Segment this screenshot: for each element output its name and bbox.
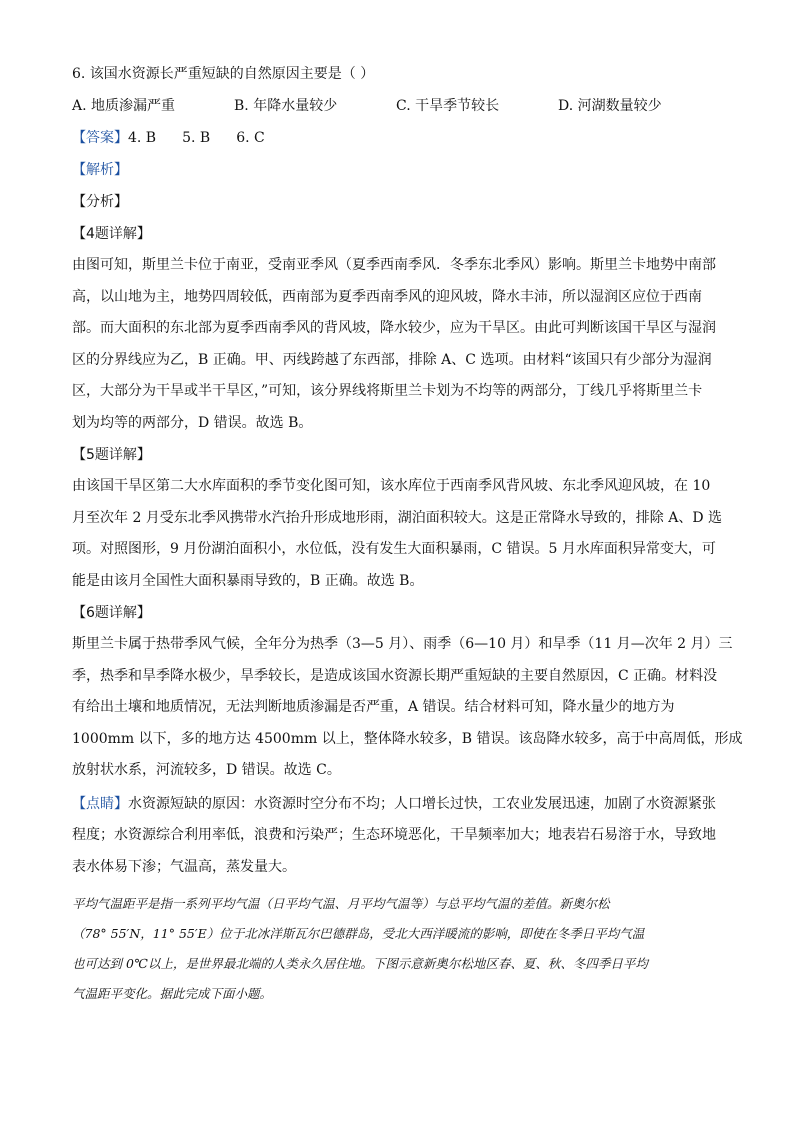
- q6-line: 1000mm 以下，多的地方达 4500mm 以上，整体降水较多，B 错误。该岛降水较多，高于中高周低，形成: [72, 730, 743, 747]
- option-a: A. 地质渗漏严重: [72, 98, 176, 114]
- answer-6: 6. C: [236, 130, 265, 146]
- jiexi-heading: 【解析】: [72, 162, 128, 178]
- q4-heading: 【4题详解】: [72, 226, 151, 242]
- answer-5: 5. B: [182, 130, 211, 146]
- q4-line: 划为均等的两部分，D 错误。故选 B。: [72, 414, 313, 431]
- intro-line: （78° 55′N，11° 55′E）位于北冰洋斯瓦尔巴德群岛，受北大西洋暖流的影响，即使在冬季日平均气温: [72, 926, 645, 941]
- dianjing-tag: 【点睛】: [72, 795, 128, 812]
- answer-row: [72, 128, 722, 148]
- q4-line: 由图可知，斯里兰卡位于南亚，受南亚季风（夏季西南季风．冬季东北季风）影响。斯里兰卡地势中南部: [72, 257, 716, 273]
- q6-line: 有给出土壤和地质情况，无法判断地质渗漏是否严重，A 错误。结合材料可知，降水量少的地方为: [72, 699, 675, 715]
- intro-line: 气温距平变化。据此完成下面小题。: [72, 986, 273, 1001]
- dianjing-section: [72, 789, 722, 884]
- option-b: B. 年降水量较少: [234, 98, 338, 114]
- answer-tag: 【答案】: [72, 130, 128, 146]
- q5-line: 由该国干旱区第二大水库面积的季节变化图可知，该水库位于西南季风背风坡、东北季风迎风坡，在 10: [72, 478, 711, 494]
- fenxi-heading: 【分析】: [72, 194, 128, 210]
- q5-explanation: [72, 471, 722, 597]
- dianjing-line: 程度；水资源综合利用率低，浪费和污染严；生态环境恶化，干旱频率加大；地表岩石易溶于水，导致地: [72, 827, 716, 843]
- q6-line: 放射状水系，河流较多，D 错误。故选 C。: [72, 762, 341, 778]
- q5-heading: 【5题详解】: [72, 447, 151, 463]
- q4-line: 部。而大面积的东北部为夏季西南季风的背风坡，降水较少，应为干旱区。由此可判断该国干旱区与湿润: [72, 320, 716, 336]
- q4-line: 区，大部分为干旱或半干旱区，”可知，该分界线将斯里兰卡划为不均等的两部分，丁线几乎将斯里兰卡: [72, 383, 703, 399]
- intro-line: 也可达到 0℃以上，是世界最北端的人类永久居住地。下图示意新奥尔松地区春、夏、秋、冬四季日平均: [72, 956, 648, 971]
- dianjing-line: [72, 789, 722, 821]
- dianjing-line: 表水体易下渗；气温高，蒸发量大。: [72, 858, 296, 875]
- q4-explanation: [72, 250, 722, 439]
- answer-4: 4. B: [128, 130, 157, 146]
- q6-line: 季，热季和旱季降水极少，旱季较长，是造成该国水资源长期严重短缺的主要自然原因，C 正确。材料没: [72, 667, 718, 684]
- q4-line: 区的分界线应为乙，B 正确。甲、丙线跨越了东西部，排除 A、C 选项。由材料“该国只有少部分为湿润: [72, 351, 712, 368]
- intro-line: 平均气温距平是指一系列平均气温（日平均气温、月平均气温等）与总平均气温的差值。新奥尔松: [72, 896, 610, 911]
- next-material-intro: [72, 889, 722, 1009]
- q6-explanation: [72, 629, 743, 787]
- q5-line: 项。对照图形，9 月份湖泊面积小，水位低，没有发生大面积暴雨，C 错误。5 月水库面积异常变大，可: [72, 541, 716, 557]
- content-area: [72, 64, 743, 1009]
- q6-line: 斯里兰卡属于热带季风气候，全年分为热季（3—5 月）、雨季（6—10 月）和旱季（11 月—次年 2 月）三: [72, 636, 733, 652]
- q5-line: 月至次年 2 月受东北季风携带水汽抬升形成地形雨，湖泊面积较大。这是正常降水导致的，排除 A、D 选: [72, 509, 723, 526]
- q6-heading: 【6题详解】: [72, 605, 151, 621]
- option-d: D. 河湖数量较少: [558, 98, 662, 114]
- answer-values: [128, 130, 291, 146]
- question-6-options: [72, 96, 722, 116]
- q5-line: 能是由该月全国性大面积暴雨导致的，B 正确。故选 B。: [72, 572, 424, 589]
- option-c: C. 干旱季节较长: [396, 98, 500, 114]
- q4-line: 高，以山地为主，地势四周较低，西南部为夏季西南季风的迎风坡，降水丰沛，所以湿润区应位于西南: [72, 288, 702, 305]
- question-6-stem: 6. 该国水资源长严重短缺的自然原因主要是（ ）: [72, 66, 375, 82]
- dianjing-text: 水资源短缺的原因：水资源时空分布不均；人口增长过快，工农业发展迅速，加剧了水资源紧张: [128, 795, 716, 812]
